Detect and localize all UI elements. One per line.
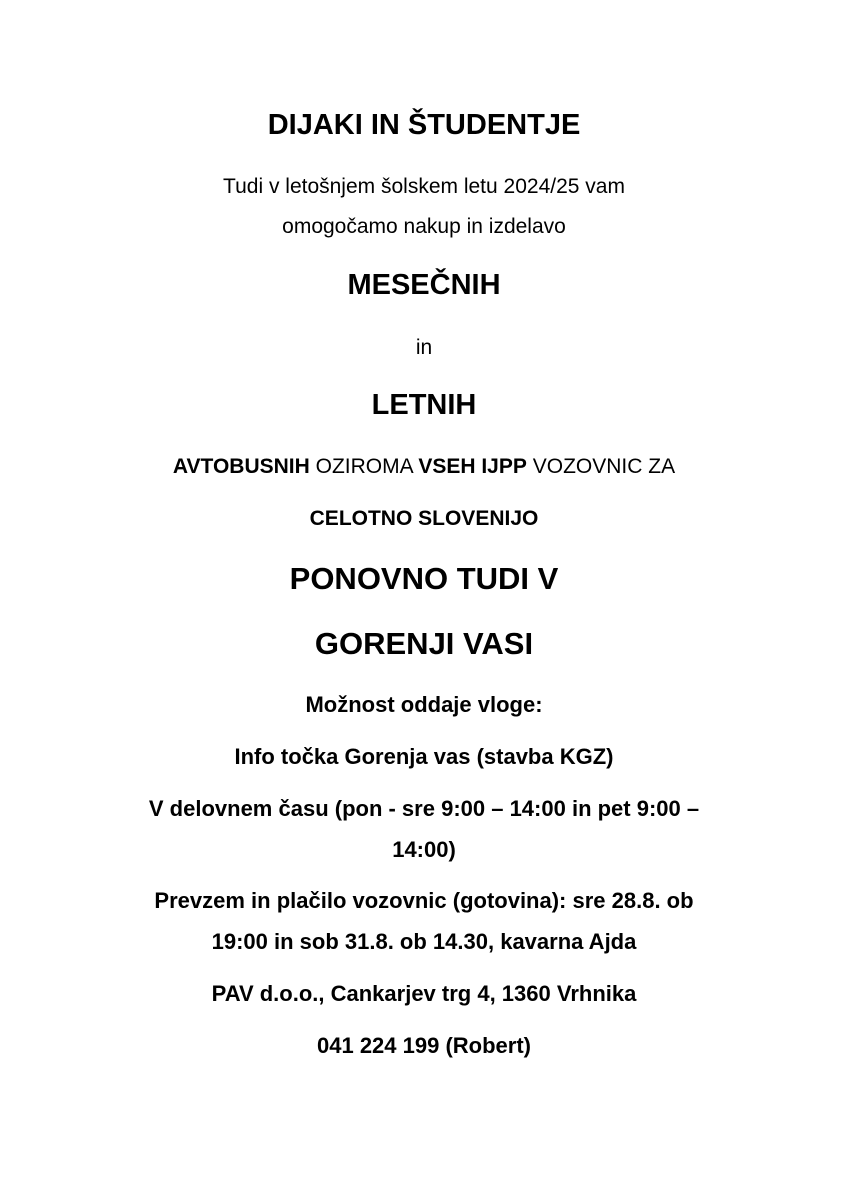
and-text: in — [415, 336, 433, 359]
whole-country-line: CELOTNO SLOVENIJO — [309, 507, 539, 530]
intro-line-1: Tudi v letošnjem šolskem letu 2024/25 vam — [223, 175, 625, 198]
info-point-line: Info točka Gorenja vas (stavba KGZ) — [234, 744, 614, 769]
pickup-line-1: Prevzem in plačilo vozovnic (gotovina): sre 28.8. ob — [154, 888, 694, 913]
again-line-1: PONOVNO TUDI V — [289, 561, 559, 596]
ticket-type-or: OZIROMA — [309, 455, 419, 478]
application-heading: Možnost oddaje vloge: — [305, 692, 543, 717]
yearly-heading: LETNIH — [371, 389, 477, 421]
contact-phone: 041 224 199 (Robert) — [317, 1033, 531, 1058]
pickup-line-2: 19:00 in sob 31.8. ob 14.30, kavarna Ajda — [211, 929, 637, 954]
ticket-type-line — [0, 454, 848, 479]
hours-line-1: V delovnem času (pon - sre 9:00 – 14:00 in pet 9:00 – — [148, 796, 700, 821]
document-title: DIJAKI IN ŠTUDENTJE — [267, 109, 581, 141]
ticket-type-for: VOZOVNIC ZA — [526, 455, 676, 478]
monthly-heading: MESEČNIH — [347, 269, 501, 301]
company-address: PAV d.o.o., Cankarjev trg 4, 1360 Vrhnika — [211, 981, 637, 1006]
ticket-type-ijpp: VSEH IJPP — [418, 455, 527, 478]
hours-line-2: 14:00) — [392, 837, 456, 862]
intro-line-2: omogočamo nakup in izdelavo — [282, 215, 566, 238]
ticket-type-bus: AVTOBUSNIH — [172, 455, 310, 478]
again-line-2: GORENJI VASI — [314, 626, 534, 661]
